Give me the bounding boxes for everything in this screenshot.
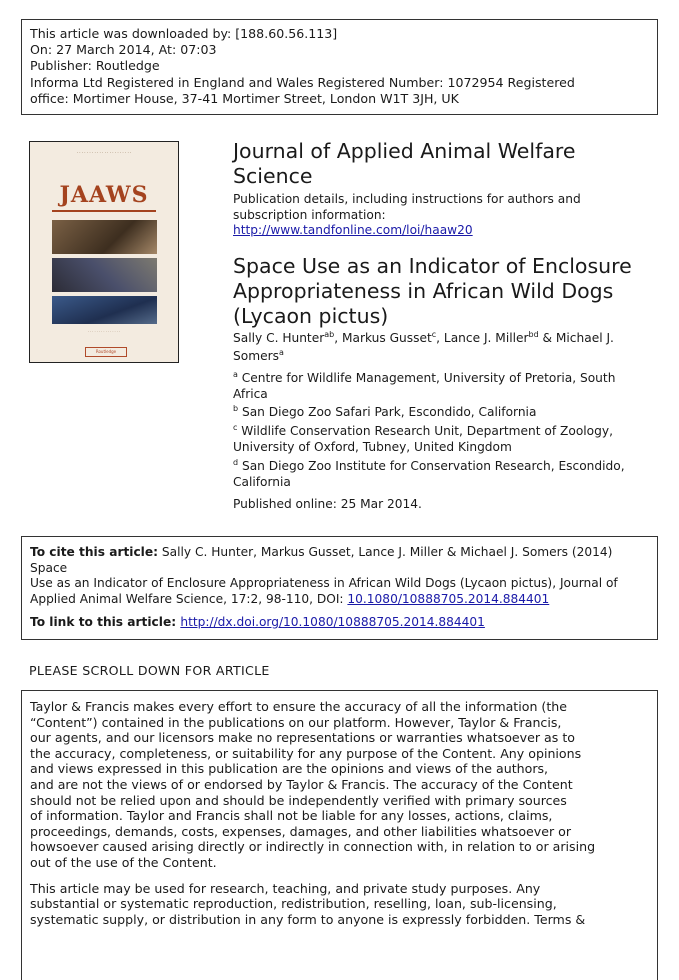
- download-info-line: This article was downloaded by: [188.60.56.113]: [30, 26, 338, 41]
- download-info-line: office: Mortimer House, 37-41 Mortimer Street, London W1T 3JH, UK: [30, 90, 459, 106]
- journal-cover-image: [29, 141, 179, 363]
- author-list: Sally C. Hunter$^{ab}$, Markus Gusset$^c$, Lance J. Miller$^{bd}$ & Michael J. Somers$^a$: [233, 330, 614, 363]
- journal-title: Journal of Applied Animal Welfare Science: [233, 139, 576, 188]
- affiliation: $^c$ Wildlife Conservation Research Unit, Department of Zoology, University of Oxford, Tubney, United Kingdom: [233, 423, 613, 454]
- scroll-notice: PLEASE SCROLL DOWN FOR ARTICLE: [29, 663, 270, 678]
- disclaimer-box: [21, 690, 658, 980]
- cover-logo-underline: [52, 210, 156, 212]
- download-info-line: Informa Ltd Registered in England and Wales Registered Number: 1072954 Registered: [30, 74, 575, 90]
- cover-photo: [52, 220, 157, 254]
- published-date: Published online: 25 Mar 2014.: [233, 497, 422, 511]
- download-info-line: On: 27 March 2014, At: 07:03: [30, 42, 217, 58]
- cover-fine-print: · · · · · · · · · · · · · · ·: [87, 330, 121, 334]
- affiliation: $^b$ San Diego Zoo Safari Park, Escondido, California: [233, 404, 537, 419]
- download-info-box: [21, 19, 658, 115]
- cover-header: · · · · · · · · · · · · · · · · · · · · · ·: [76, 150, 132, 155]
- cover-publisher-logo: Routledge: [85, 347, 127, 357]
- disclaimer-paragraph: Taylor & Francis makes every effort to ensure the accuracy of all the information (the “Content”) contained in the publications on our platform. However, Taylor & Francis, our agents, and our licensors make no representations or warranties whatsoever as to the accuracy, completeness, or suitability for any purpose of the Content. Any opinions and views expressed in this publication are the opinions and views of the authors, and are not the views of or endorsed by Taylor & Francis. The accuracy of the Content should not be relied upon and should be independently verified with primary sources of information. Taylor and Francis shall not be liable for any losses, actions, claims, proceedings, demands, costs, expenses, damages, and other liabilities whatsoever or howsoever caused arising directly or indirectly in connection with, in relation to or arising out of the use of the Content.: [30, 699, 596, 870]
- author-name: Lance J. Miller: [443, 331, 529, 345]
- disclaimer-paragraph: This article may be used for research, teaching, and private study purposes. Any substantial or systematic reproduction, redistribution, reselling, loan, sub-licensing, systematic supply, or distribution in any form to anyone is expressly forbidden. Terms &: [30, 880, 586, 927]
- link-label: To link to this article:: [30, 614, 181, 629]
- affiliation: $^a$ Centre for Wildlife Management, University of Pretoria, South Africa: [233, 370, 616, 401]
- affiliation: $^d$ San Diego Zoo Institute for Conservation Research, Escondido, California: [233, 458, 625, 489]
- author-name: Sally C. Hunter: [233, 331, 325, 345]
- citation-box: To cite this article: Sally C. Hunter, Markus Gusset, Lance J. Miller & Michael J. Somers (2014) Space Use as an Indicator of Enclosure Appropriateness in African Wild Dogs (Lycaon pictus), Journal of Applied Animal Welfare Science, 17:2, 98-110, DOI: 10.1080/10888705.2014.884401 To link to this article: http://dx.doi.org/10.1080/10888705.2014.884401: [21, 536, 658, 640]
- doi-link[interactable]: 10.1080/10888705.2014.884401: [347, 592, 550, 607]
- author-name: Somers: [233, 349, 279, 363]
- article-doi-url-link[interactable]: http://dx.doi.org/10.1080/10888705.2014.884401: [180, 614, 485, 629]
- download-info-line: Publisher: Routledge: [30, 58, 160, 74]
- cover-photo: [52, 258, 157, 292]
- author-name: Markus Gusset: [341, 331, 432, 345]
- journal-url-link[interactable]: http://www.tandfonline.com/loi/haaw20: [233, 223, 473, 237]
- citation-label: To cite this article:: [30, 545, 159, 559]
- cover-logo: JAAWS: [59, 182, 149, 208]
- publication-details: Publication details, including instructions for authors and subscription information: http://www.tandfonline.com/loi/haaw20: [233, 192, 581, 237]
- article-title: Space Use as an Indicator of Enclosure Appropriateness in African Wild Dogs (Lycaon pictus): [233, 254, 632, 328]
- cover-photo: [52, 296, 157, 324]
